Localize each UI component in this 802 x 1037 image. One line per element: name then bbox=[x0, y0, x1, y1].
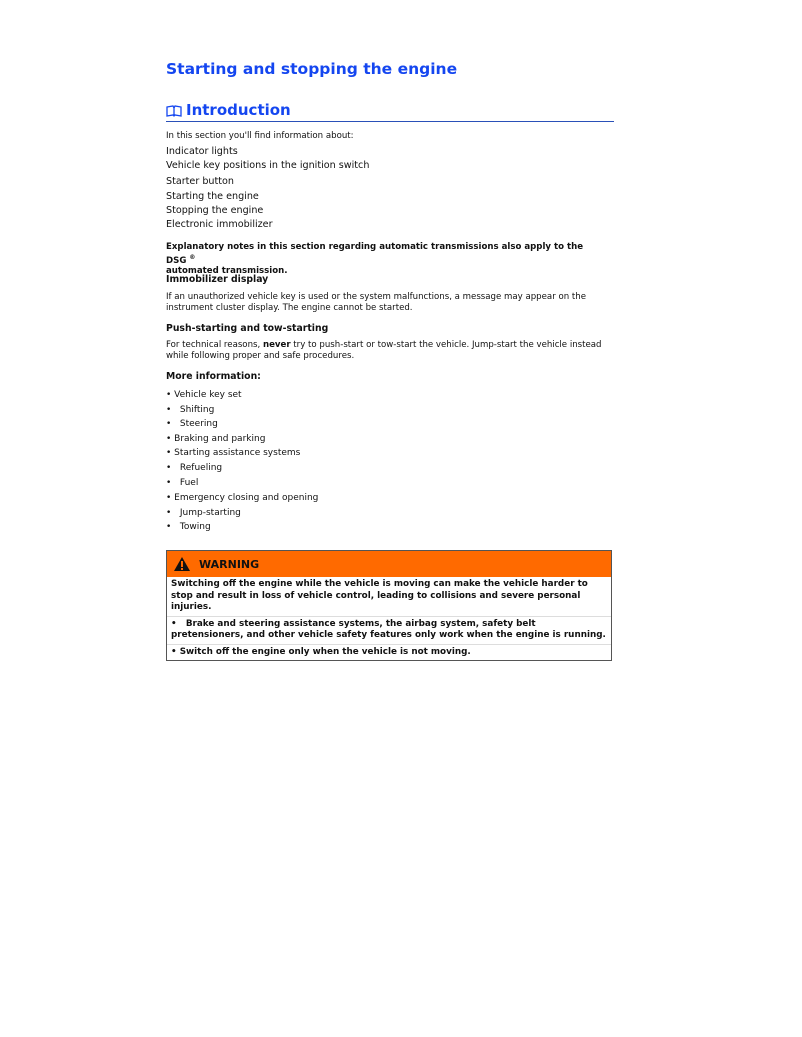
warning-bullet-text: Brake and steering assistance systems, the airbag system, safety belt pretensioners, and other vehicle safety features only work when the engine is running. bbox=[171, 618, 606, 640]
topic-item: Electronic immobilizer bbox=[166, 219, 273, 230]
link-shifting[interactable]: Shifting bbox=[179, 405, 215, 415]
link-towing[interactable]: Towing bbox=[179, 522, 211, 532]
link-refueling[interactable]: Refueling bbox=[179, 463, 223, 473]
link-steering[interactable]: Steering bbox=[179, 419, 218, 429]
warning-header bbox=[167, 550, 611, 577]
link-emergency-closing[interactable]: Emergency closing and opening bbox=[174, 493, 319, 503]
book-icon bbox=[166, 105, 182, 117]
topic-item: Stopping the engine bbox=[166, 205, 264, 216]
push-post: try to push-start or tow-start the vehicle. Jump-start the vehicle instead while following proper and safe procedures. bbox=[166, 340, 602, 361]
warning-bullet: • Brake and steering assistance systems, the airbag system, safety belt pretensioners, and other vehicle safety features only work when the engine is running. bbox=[167, 617, 611, 645]
dsg-note-end: automated transmission. bbox=[166, 265, 288, 276]
link-fuel[interactable]: Fuel bbox=[179, 478, 199, 488]
warning-label: WARNING bbox=[199, 557, 260, 571]
push-start-heading: Push-starting and tow-starting bbox=[166, 323, 329, 334]
warning-triangle-icon bbox=[173, 556, 191, 572]
warning-bullet-text: Switch off the engine only when the vehicle is not moving. bbox=[179, 646, 471, 657]
push-pre: For technical reasons, bbox=[166, 340, 263, 350]
intro-lead: In this section you'll find information about: bbox=[166, 131, 354, 141]
dsg-note-text: Explanatory notes in this section regarding automatic transmissions also apply to the DSG bbox=[166, 242, 584, 266]
warning-bullet: • Switch off the engine only when the vehicle is not moving. bbox=[171, 646, 471, 657]
immobilizer-heading: Immobilizer display bbox=[166, 274, 269, 285]
warning-text: Switching off the engine while the vehicle is moving can make the vehicle harder to stop and result in loss of vehicle control, leading to collisions and severe personal injuries. bbox=[167, 577, 611, 617]
push-never: never bbox=[262, 340, 291, 350]
link-starting-assistance[interactable]: Starting assistance systems bbox=[174, 448, 301, 458]
push-start-text bbox=[166, 340, 608, 361]
link-vehicle-key-set[interactable]: Vehicle key set bbox=[174, 390, 242, 400]
topic-item: Vehicle key positions in the ignition switch bbox=[166, 160, 370, 171]
topic-item: Starting the engine bbox=[166, 191, 259, 202]
warning-box bbox=[166, 550, 612, 661]
link-braking-parking[interactable]: Braking and parking bbox=[174, 434, 266, 444]
section-heading-text: Introduction bbox=[186, 101, 291, 119]
page-title: Starting and stopping the engine bbox=[166, 60, 458, 78]
section-heading bbox=[166, 101, 614, 122]
topic-item: Indicator lights bbox=[166, 146, 238, 157]
topic-item: Starter button bbox=[166, 176, 234, 187]
dsg-note bbox=[166, 242, 606, 276]
immobilizer-text: If an unauthorized vehicle key is used or the system malfunctions, a message may appear on the instrument cluster display. The engine cannot be started. bbox=[166, 292, 586, 313]
more-info-heading: More information: bbox=[166, 371, 261, 382]
link-jump-starting[interactable]: Jump-starting bbox=[179, 508, 241, 518]
registered-mark: ® bbox=[189, 253, 196, 261]
